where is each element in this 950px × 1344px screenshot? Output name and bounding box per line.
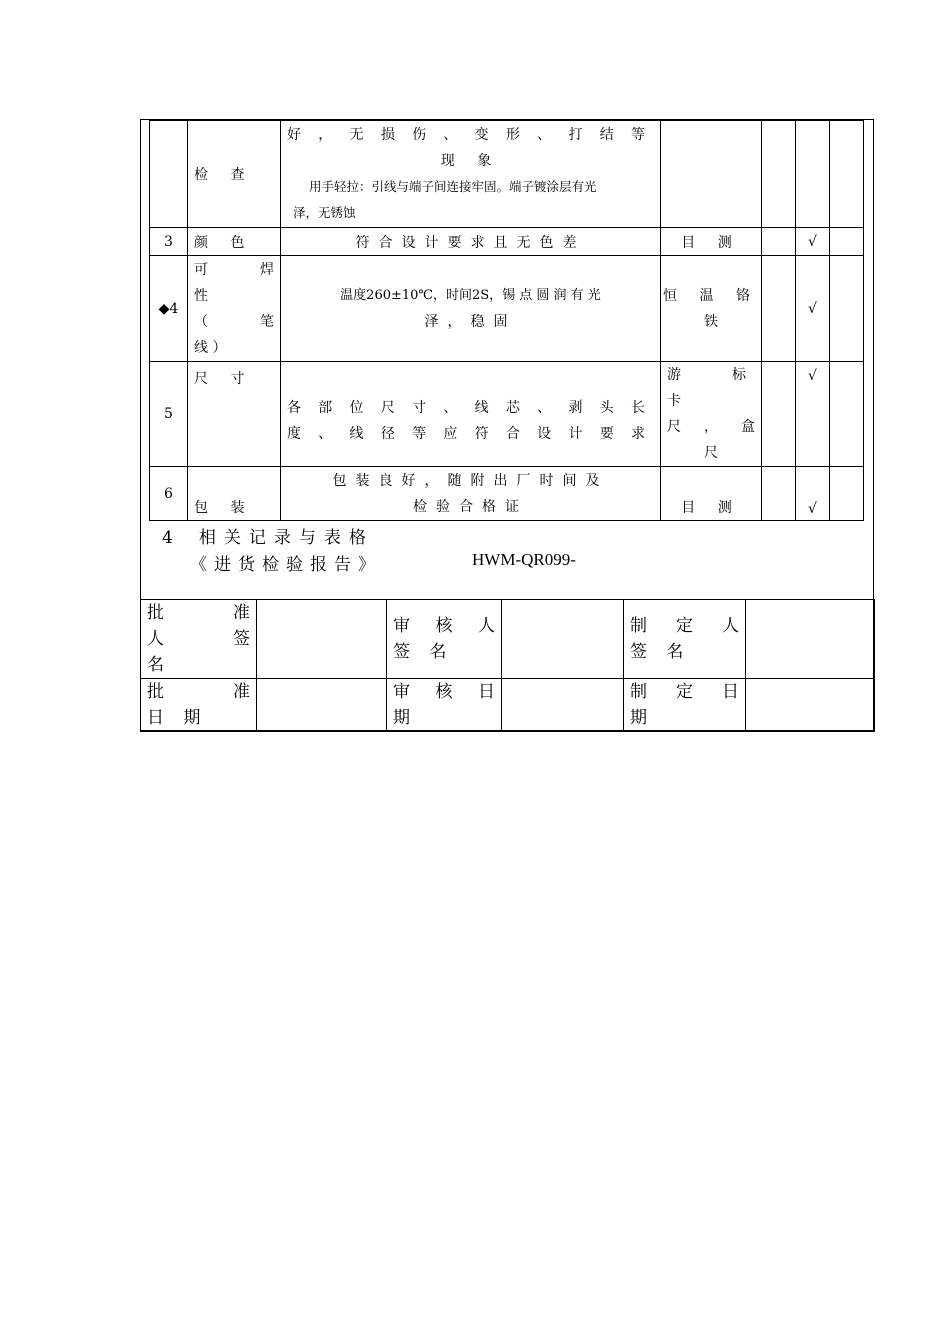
item-name: 颜 色 <box>188 228 281 256</box>
requirement-cell: 符合设计要求且无色差 <box>281 228 661 256</box>
record-name: 《进货检验报告》 <box>190 555 382 575</box>
author-sign-label: 制 定 人 签 名 <box>624 600 746 679</box>
blank-cell <box>830 362 864 467</box>
item-name: 包 装 <box>188 467 281 521</box>
blank-cell <box>762 362 796 467</box>
approver-date-label: 批 准 日 期 <box>141 679 257 732</box>
blank-cell <box>830 467 864 521</box>
method-cell <box>661 121 762 228</box>
author-date-label: 制 定 日 期 <box>624 679 746 732</box>
method-cell: 恒 温 铬 铁 <box>661 256 762 362</box>
item-name: 检 查 <box>188 121 281 228</box>
section-title: 相关记录与表格 <box>198 528 374 548</box>
row-number: 3 <box>150 228 188 256</box>
row-number: 6 <box>150 467 188 521</box>
blank-cell <box>762 467 796 521</box>
method-cell: 目 测 <box>661 228 762 256</box>
method-cell: 目 测 <box>661 467 762 521</box>
signoff-table <box>140 599 875 732</box>
method-cell: 游 标 卡 尺，盒 尺 <box>661 362 762 467</box>
blank-cell <box>830 256 864 362</box>
section-number: 4 <box>162 528 173 548</box>
reviewer-sign-label: 审 核 人 签 名 <box>387 600 502 679</box>
reviewer-date-field[interactable] <box>502 679 624 732</box>
reviewer-date-label: 审 核 日 期 <box>387 679 502 732</box>
author-date-field[interactable] <box>746 679 875 732</box>
row-number: 5 <box>150 362 188 467</box>
row-number: ◆4 <box>150 256 188 362</box>
check-mark: √ <box>796 256 830 362</box>
check-mark: √ <box>796 362 830 467</box>
table-row <box>150 228 864 256</box>
check-mark: √ <box>796 228 830 256</box>
signoff-row <box>141 679 875 732</box>
blank-cell <box>762 121 796 228</box>
requirement-cell: 温度260±10℃，时间2S，锡 点 圆 润 有 光 泽，稳固 <box>281 256 661 362</box>
signoff-row <box>141 600 875 679</box>
blank-cell <box>762 228 796 256</box>
item-name: 尺 寸 <box>188 362 281 467</box>
table-row <box>150 256 864 362</box>
approver-sign-label: 批 准 人 签 名 <box>141 600 257 679</box>
record-code: HWM-QR099- <box>472 550 576 569</box>
requirement-cell: 包装良好，随附出厂时间及 检验合格证 <box>281 467 661 521</box>
table-row <box>150 362 864 467</box>
author-sign-field[interactable] <box>746 600 875 679</box>
blank-cell <box>830 121 864 228</box>
section-heading <box>162 523 374 548</box>
check-mark <box>796 121 830 228</box>
table-row <box>150 121 864 228</box>
check-mark: √ <box>796 467 830 521</box>
approver-date-field[interactable] <box>257 679 387 732</box>
reviewer-sign-field[interactable] <box>502 600 624 679</box>
row-number <box>150 121 188 228</box>
table-row <box>150 467 864 521</box>
blank-cell <box>762 256 796 362</box>
item-name: 可 焊 性 （ 笔 线 ） <box>188 256 281 362</box>
approver-sign-field[interactable] <box>257 600 387 679</box>
requirement-cell: 好，无损伤、变形、打结等 现 象 用手轻拉：引线与端子间连接牢固。端子镀涂层有光 泽，无锈蚀 <box>281 121 661 228</box>
requirement-cell: 各部位尺寸、线芯、剥头长 度、线径等应符合设计要求 <box>281 362 661 467</box>
inspection-table <box>149 120 864 521</box>
blank-cell <box>830 228 864 256</box>
